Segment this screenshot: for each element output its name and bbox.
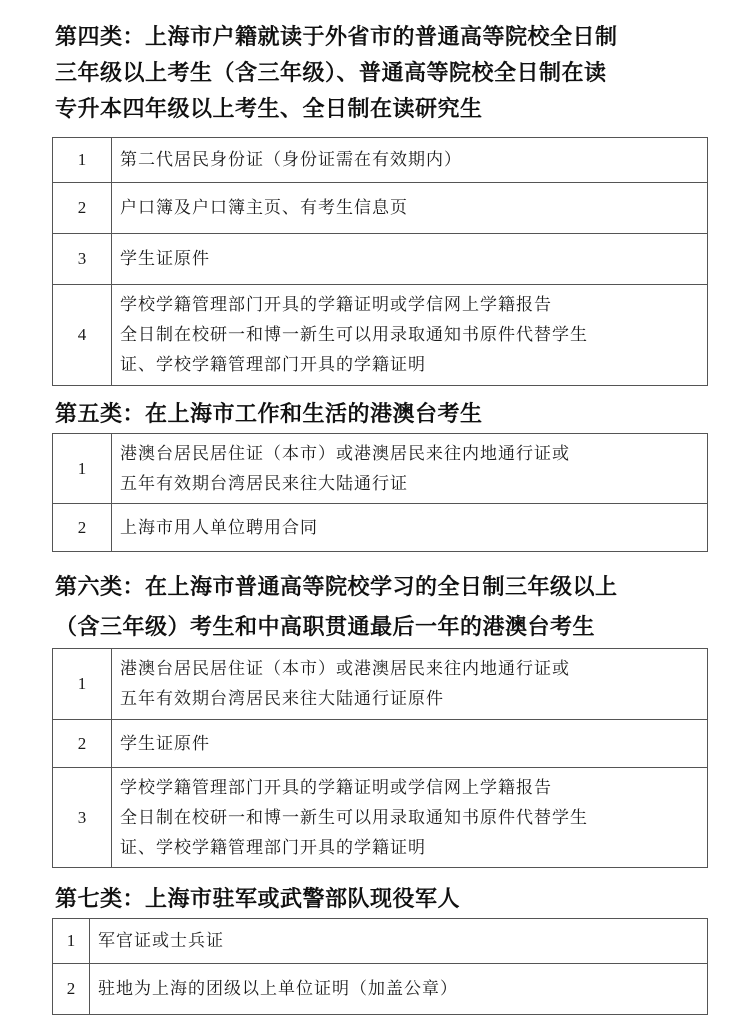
table-row (53, 768, 708, 868)
row-text-line: 学生证原件 (120, 249, 210, 269)
row-number: 1 (53, 919, 90, 964)
row-text-line: 全日制在校研一和博一新生可以用录取通知书原件代替学生 (120, 325, 588, 345)
row-text-line: 上海市用人单位聘用合同 (120, 517, 318, 538)
table-row (53, 649, 708, 720)
heading-line: 三年级以上考生（含三年级）、普通高等院校全日制在读 (55, 61, 607, 86)
row-text (112, 649, 708, 720)
row-text-line: 学校学籍管理部门开具的学籍证明或学信网上学籍报告 (120, 777, 552, 798)
row-text (112, 285, 708, 386)
section-4-heading (55, 20, 710, 128)
heading-line: 专升本四年级以上考生、全日制在读研究生 (55, 97, 483, 122)
heading-line: 第七类：上海市驻军或武警部队现役军人 (55, 887, 461, 912)
row-text-line: 第二代居民身份证（身份证需在有效期内） (120, 150, 462, 170)
row-number: 4 (53, 285, 112, 386)
row-text-line: 学生证原件 (120, 733, 210, 754)
section-6-table (52, 648, 708, 868)
section-7-heading (55, 882, 710, 918)
row-text (112, 183, 708, 234)
table-row (53, 434, 708, 504)
heading-line: （含三年级）考生和中高职贯通最后一年的港澳台考生 (55, 615, 596, 640)
section-7-table (52, 918, 708, 1015)
row-text (112, 234, 708, 285)
table-row (53, 234, 708, 285)
row-text-line: 驻地为上海的团级以上单位证明（加盖公章） (98, 979, 458, 999)
heading-line: 第六类：在上海市普通高等院校学习的全日制三年级以上 (55, 575, 618, 600)
section-4-table (52, 137, 708, 386)
row-number: 2 (53, 183, 112, 234)
table-row (53, 720, 708, 768)
row-text-line: 五年有效期台湾居民来往大陆通行证 (120, 473, 408, 494)
row-number: 2 (53, 504, 112, 552)
row-number: 1 (53, 649, 112, 720)
row-text (112, 138, 708, 183)
row-text (112, 720, 708, 768)
table-row (53, 138, 708, 183)
row-text (112, 768, 708, 868)
table-row (53, 285, 708, 386)
row-text-line: 学校学籍管理部门开具的学籍证明或学信网上学籍报告 (120, 295, 552, 315)
table-row (53, 919, 708, 964)
row-number: 1 (53, 434, 112, 504)
row-text-line: 户口簿及户口簿主页、有考生信息页 (120, 198, 408, 218)
section-5-heading (55, 397, 710, 433)
row-text (112, 504, 708, 552)
row-text-line: 港澳台居民居住证（本市）或港澳居民来往内地通行证或 (120, 659, 570, 679)
heading-line: 第五类：在上海市工作和生活的港澳台考生 (55, 402, 483, 427)
table-row (53, 504, 708, 552)
table-row (53, 183, 708, 234)
row-text (112, 434, 708, 504)
section-6-heading (55, 568, 710, 648)
row-text-line: 全日制在校研一和博一新生可以用录取通知书原件代替学生 (120, 807, 588, 828)
row-text-line: 证、学校学籍管理部门开具的学籍证明 (120, 355, 426, 375)
row-number: 1 (53, 138, 112, 183)
row-text-line: 证、学校学籍管理部门开具的学籍证明 (120, 837, 426, 858)
row-text-line: 军官证或士兵证 (98, 931, 224, 951)
table-row (53, 964, 708, 1015)
heading-line: 第四类：上海市户籍就读于外省市的普通高等院校全日制 (55, 25, 618, 50)
row-number: 2 (53, 964, 90, 1015)
row-text-line: 五年有效期台湾居民来往大陆通行证原件 (120, 689, 444, 709)
section-5-table (52, 433, 708, 552)
row-text (90, 919, 708, 964)
row-number: 2 (53, 720, 112, 768)
row-text-line: 港澳台居民居住证（本市）或港澳居民来往内地通行证或 (120, 443, 570, 464)
row-text (90, 964, 708, 1015)
row-number: 3 (53, 234, 112, 285)
row-number: 3 (53, 768, 112, 868)
